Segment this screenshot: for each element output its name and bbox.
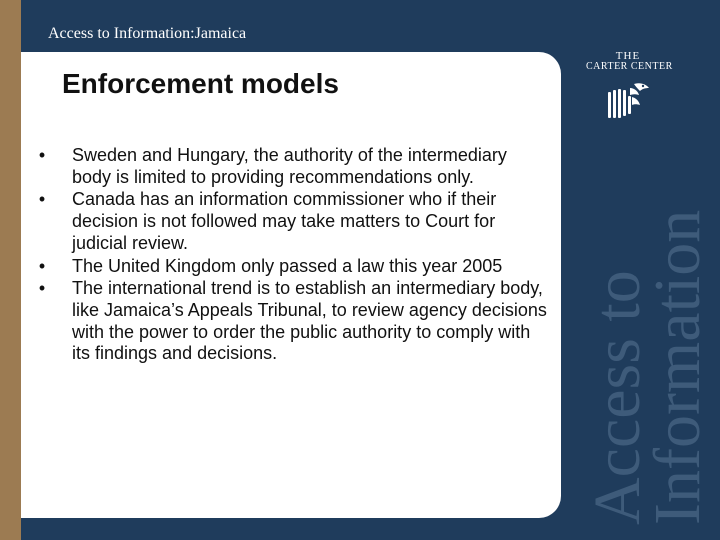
bullet-marker: • xyxy=(38,278,46,299)
logo-line-2: CARTER CENTER xyxy=(586,61,673,72)
bullet-list xyxy=(32,145,547,366)
left-accent-strip xyxy=(0,0,21,540)
header-title: Access to Information:Jamaica xyxy=(48,25,247,42)
watermark-text xyxy=(581,209,714,525)
slide-title: Enforcement models xyxy=(62,68,339,99)
watermark xyxy=(570,120,720,540)
bullet-item xyxy=(32,256,547,278)
bullet-marker: • xyxy=(38,189,46,210)
watermark-line-1: Access to xyxy=(581,270,654,525)
bullet-text: Sweden and Hungary, the authority of the intermediary body is limited to providing recommendations only. xyxy=(72,145,507,187)
carter-center-logo xyxy=(586,50,673,122)
bullet-item xyxy=(32,278,547,365)
bullet-marker: • xyxy=(38,145,46,165)
watermark-line-2: Information xyxy=(641,209,714,525)
logo-line-1: THE xyxy=(615,50,641,62)
bullet-text: The United Kingdom only passed a law this year 2005 xyxy=(72,255,503,276)
eagle-icon xyxy=(606,78,650,120)
bullet-text: Canada has an information commissioner who if their decision is not followed may take matters to Court for judicial review. xyxy=(72,189,497,253)
bullet-marker: • xyxy=(38,255,46,276)
bullet-item xyxy=(32,145,547,188)
bullet-item xyxy=(32,189,547,254)
bullet-text: The international trend is to establish an intermediary body, like Jamaica’s Appeals Tribunal, to review agency decisions with the power to order the public authority to comply with its findings and decisions. xyxy=(72,278,547,364)
